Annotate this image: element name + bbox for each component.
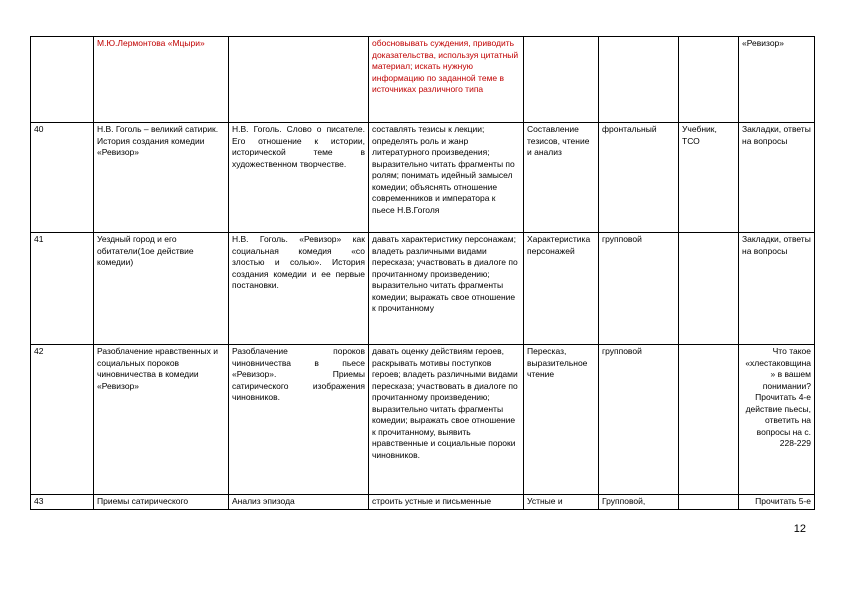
cell-work-type: групповой bbox=[599, 233, 679, 345]
cell-lesson-number bbox=[31, 37, 94, 123]
cell-means bbox=[679, 345, 739, 495]
cell-form: Пересказ, выразительное чтение bbox=[524, 345, 599, 495]
table-row bbox=[31, 123, 815, 233]
cell-lesson-topic: Н.В. Гоголь – великий сатирик. История создания комедии «Ревизор» bbox=[94, 123, 229, 233]
cell-lesson-number: 41 bbox=[31, 233, 94, 345]
cell-activities: давать оценку действиям героев, раскрывать мотивы поступков героев; владеть различными видами пересказа; участвовать в диалоге по прочитанному произведению; выразительно читать фрагменты комедии; выражать свое отношение к прочитанному, выявить нравственные и социальные пороки чиновников. bbox=[369, 345, 524, 495]
cell-work-type bbox=[599, 37, 679, 123]
cell-lesson-topic: Уездный город и его обитатели(1ое действие комедии) bbox=[94, 233, 229, 345]
table-row bbox=[31, 495, 815, 510]
cell-homework: «Ревизор» bbox=[739, 37, 815, 123]
cell-activities: обосновывать суждения, приводить доказательства, используя цитатный материал; искать нужную информацию по заданной теме в источниках различного типа bbox=[369, 37, 524, 123]
cell-content bbox=[229, 37, 369, 123]
cell-activities: давать характеристику персонажам; владеть различными видами пересказа; участвовать в диалоге по прочитанному произведению; выразительно читать фрагменты комедии; выражать свое отношение к прочитанному bbox=[369, 233, 524, 345]
cell-means bbox=[679, 37, 739, 123]
cell-homework: Что такое «хлестаковщина» в вашем понимании? Прочитать 4-е действие пьесы, ответить на вопросы на с. 228-229 bbox=[739, 345, 815, 495]
cell-lesson-topic: М.Ю.Лермонтова «Мцыри» bbox=[94, 37, 229, 123]
cell-means bbox=[679, 233, 739, 345]
cell-lesson-number: 40 bbox=[31, 123, 94, 233]
table-row bbox=[31, 345, 815, 495]
cell-homework: Прочитать 5-е bbox=[739, 495, 815, 510]
cell-form bbox=[524, 37, 599, 123]
cell-activities: составлять тезисы к лекции; определять роль и жанр литературного произведения; выразительно читать фрагменты по ролям; понимать идейный замысел комедии; объяснять отношение современников и императора к пьесе Н.В.Гоголя bbox=[369, 123, 524, 233]
cell-lesson-number: 42 bbox=[31, 345, 94, 495]
cell-work-type: групповой bbox=[599, 345, 679, 495]
cell-lesson-topic: Разоблачение нравственных и социальных пороков чиновничества в комедии «Ревизор» bbox=[94, 345, 229, 495]
cell-means bbox=[679, 495, 739, 510]
cell-lesson-topic: Приемы сатирического bbox=[94, 495, 229, 510]
table-row bbox=[31, 37, 815, 123]
cell-homework: Закладки, ответы на вопросы bbox=[739, 123, 815, 233]
cell-lesson-number: 43 bbox=[31, 495, 94, 510]
cell-content: Анализ эпизода bbox=[229, 495, 369, 510]
cell-work-type: Групповой, bbox=[599, 495, 679, 510]
cell-work-type: фронтальный bbox=[599, 123, 679, 233]
table-row bbox=[31, 233, 815, 345]
cell-activities: строить устные и письменные bbox=[369, 495, 524, 510]
cell-homework: Закладки, ответы на вопросы bbox=[739, 233, 815, 345]
cell-content: Н.В. Гоголь. «Ревизор» как социальная комедия «со злостью и солью». История создания комедии и ее первые постановки. bbox=[229, 233, 369, 345]
cell-form: Характеристика персонажей bbox=[524, 233, 599, 345]
lesson-plan-table bbox=[30, 36, 815, 510]
cell-content: Разоблачение пороков чиновничества в пьесе «Ревизор». Приемы сатирического изображения чиновников. bbox=[229, 345, 369, 495]
cell-means: Учебник, ТСО bbox=[679, 123, 739, 233]
cell-content: Н.В. Гоголь. Слово о писателе. Его отношение к истории, исторической теме в художественном творчестве. bbox=[229, 123, 369, 233]
cell-form: Составление тезисов, чтение и анализ bbox=[524, 123, 599, 233]
cell-form: Устные и bbox=[524, 495, 599, 510]
page-number: 12 bbox=[793, 523, 806, 535]
